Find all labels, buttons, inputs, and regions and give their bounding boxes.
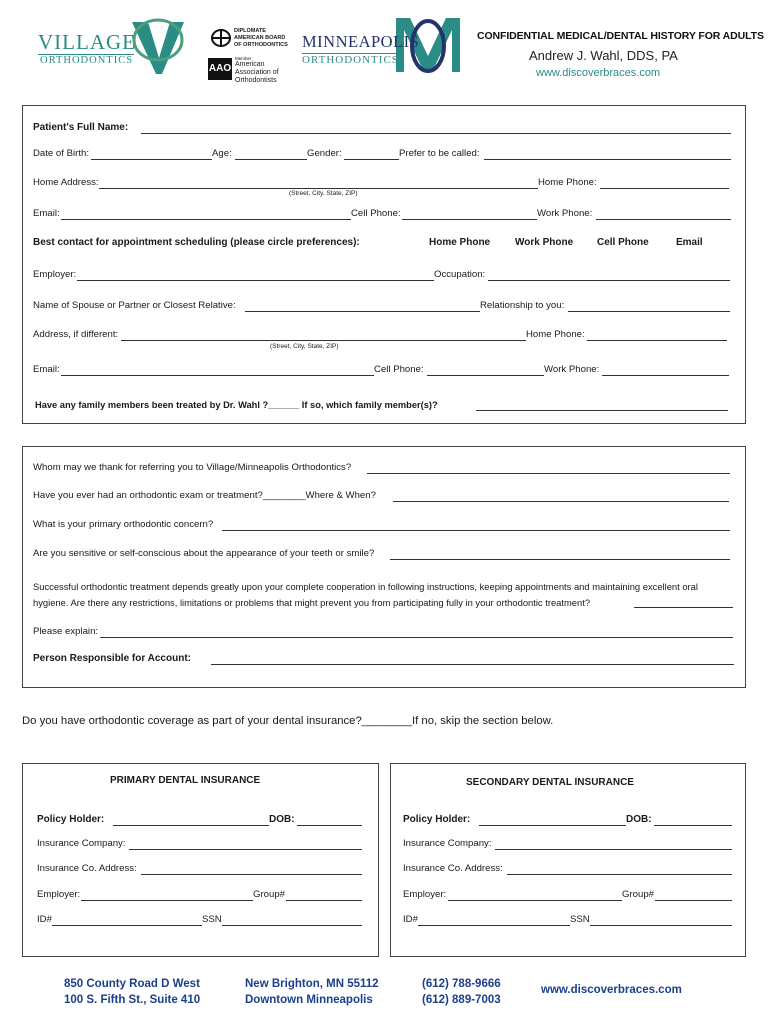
email-label: Email: — [33, 208, 60, 219]
gender-label: Gender: — [307, 148, 342, 159]
footer-phone2[interactable]: (612) 889-7003 — [422, 994, 501, 1006]
sensitive-label: Are you sensitive or self-conscious about the appearance of your teeth or smile? — [33, 548, 375, 559]
home-phone-field[interactable] — [600, 188, 729, 189]
home-address-field[interactable] — [99, 188, 538, 189]
secondary-policy-field[interactable] — [479, 825, 626, 826]
aao-text3: Orthodontists — [235, 77, 277, 84]
aao-text1: American — [235, 61, 265, 68]
responsible-field[interactable] — [211, 664, 734, 665]
work-phone-label: Work Phone: — [537, 208, 593, 219]
header-website[interactable]: www.discoverbraces.com — [536, 67, 661, 79]
contact-option-home[interactable]: Home Phone — [429, 237, 491, 248]
address-diff-field[interactable] — [121, 340, 526, 341]
prefer-label: Prefer to be called: — [399, 148, 480, 159]
family-field[interactable] — [476, 410, 728, 411]
email2-label: Email: — [33, 364, 60, 375]
primary-group-label: Group# — [253, 889, 285, 900]
cell-phone-field[interactable] — [402, 219, 537, 220]
aao-icon: AAO — [208, 58, 232, 80]
primary-address-label: Insurance Co. Address: — [37, 863, 137, 874]
cell-phone2-label: Cell Phone: — [374, 364, 424, 375]
primary-dob-label: DOB: — [269, 814, 295, 825]
relationship-label: Relationship to you: — [480, 300, 565, 311]
responsible-label: Person Responsible for Account: — [33, 653, 191, 664]
primary-group-field[interactable] — [286, 900, 362, 901]
abo-text3: OF ORTHODONTICS — [234, 42, 288, 48]
occupation-label: Occupation: — [434, 269, 486, 280]
family-question: Have any family members been treated by Dr. Wahl ?______ If so, which family member(s)? — [35, 400, 438, 410]
secondary-ssn-label: SSN — [570, 914, 590, 925]
primary-company-label: Insurance Company: — [37, 838, 126, 849]
age-field[interactable] — [235, 159, 307, 160]
full-name-field[interactable] — [141, 133, 731, 134]
cell-phone-label: Cell Phone: — [351, 208, 401, 219]
secondary-policy-label: Policy Holder: — [403, 814, 471, 825]
minneapolis-logo — [302, 16, 464, 78]
mpls-sub: ORTHODONTICS — [302, 54, 399, 66]
email2-field[interactable] — [61, 375, 374, 376]
secondary-id-label: ID# — [403, 914, 418, 925]
primary-id-label: ID# — [37, 914, 52, 925]
address-diff-label: Address, if different: — [33, 329, 119, 340]
primary-ssn-label: SSN — [202, 914, 222, 925]
best-contact-label: Best contact for appointment scheduling (please circle preferences): — [33, 237, 360, 248]
footer-address — [64, 976, 200, 1008]
abo-text2: AMERICAN BOARD — [234, 35, 286, 41]
aao-badge — [208, 56, 288, 86]
referring-label: Whom may we thank for referring you to Village/Minneapolis Orthodontics? — [33, 462, 352, 473]
secondary-dob-label: DOB: — [626, 814, 652, 825]
home-phone2-label: Home Phone: — [526, 329, 585, 340]
secondary-group-field[interactable] — [655, 900, 732, 901]
sensitive-field[interactable] — [390, 559, 730, 560]
primary-company-field[interactable] — [129, 849, 362, 850]
referral-box — [22, 446, 746, 688]
spouse-field[interactable] — [245, 311, 480, 312]
secondary-employer-label: Employer: — [403, 889, 447, 900]
secondary-dob-field[interactable] — [654, 825, 732, 826]
mpls-name: MINNEAPOLIS — [302, 32, 420, 51]
contact-option-cell[interactable]: Cell Phone — [597, 237, 649, 248]
abo-icon — [210, 28, 232, 51]
employer-label: Employer: — [33, 269, 77, 280]
primary-title: PRIMARY DENTAL INSURANCE — [110, 775, 261, 786]
abo-text1: DIPLOMATE — [234, 28, 266, 34]
success-field[interactable] — [634, 607, 733, 608]
contact-option-email[interactable]: Email — [676, 237, 703, 248]
employer-field[interactable] — [77, 280, 434, 281]
age-label: Age: — [212, 148, 232, 159]
secondary-company-field[interactable] — [495, 849, 732, 850]
form-title: CONFIDENTIAL MEDICAL/DENTAL HISTORY FOR ADULTS — [477, 30, 764, 42]
occupation-field[interactable] — [488, 280, 730, 281]
doctor-name: Andrew J. Wahl, DDS, PA — [529, 48, 678, 63]
aao-member: Member — [235, 56, 252, 61]
footer-phones — [422, 976, 501, 1008]
secondary-employer-field[interactable] — [448, 900, 622, 901]
work-phone2-label: Work Phone: — [544, 364, 600, 375]
footer-addr1: 850 County Road D West — [64, 978, 200, 990]
gender-field[interactable] — [344, 159, 399, 160]
village-name: VILLAGE — [38, 30, 136, 54]
aao-text2: Association of — [235, 69, 279, 76]
primary-insurance-box — [22, 763, 379, 957]
dob-field[interactable] — [91, 159, 212, 160]
secondary-ssn-field[interactable] — [590, 925, 732, 926]
abo-badge — [208, 28, 293, 52]
street-hint: (Street, City, State, ZIP) — [289, 190, 358, 197]
footer-city — [245, 976, 379, 1008]
home-phone-label: Home Phone: — [538, 177, 597, 188]
secondary-id-field[interactable] — [418, 925, 570, 926]
work-phone2-field[interactable] — [602, 375, 729, 376]
home-address-label: Home Address: — [33, 177, 99, 188]
footer-addr2: 100 S. Fifth St., Suite 410 — [64, 994, 201, 1006]
exam-question: Have you ever had an orthodontic exam or treatment?________Where & When? — [33, 490, 376, 501]
secondary-group-label: Group# — [622, 889, 654, 900]
footer-city2: Downtown Minneapolis — [245, 994, 373, 1006]
dob-label: Date of Birth: — [33, 148, 89, 159]
primary-id-field[interactable] — [52, 925, 202, 926]
primary-employer-label: Employer: — [37, 889, 81, 900]
success-text-2: hygiene. Are there any restrictions, limitations or problems that might prevent you from participating fully in your orthodontic treatment? — [33, 597, 591, 608]
street-hint2: (Street, City, State, ZIP) — [270, 343, 339, 350]
secondary-title: SECONDARY DENTAL INSURANCE — [466, 777, 634, 788]
contact-option-work[interactable]: Work Phone — [515, 237, 574, 248]
patient-info-box — [22, 105, 746, 424]
relationship-field[interactable] — [568, 311, 730, 312]
cell-phone2-field[interactable] — [427, 375, 544, 376]
explain-field[interactable] — [100, 637, 733, 638]
secondary-address-label: Insurance Co. Address: — [403, 863, 503, 874]
full-name-label: Patient's Full Name: — [33, 122, 129, 133]
concern-label: What is your primary orthodontic concern? — [33, 519, 214, 530]
concern-field[interactable] — [222, 530, 730, 531]
footer-city1: New Brighton, MN 55112 — [245, 978, 379, 990]
secondary-insurance-box — [390, 763, 746, 957]
spouse-label: Name of Spouse or Partner or Closest Relative: — [33, 300, 236, 311]
primary-policy-label: Policy Holder: — [37, 814, 105, 825]
secondary-company-label: Insurance Company: — [403, 838, 492, 849]
primary-policy-field[interactable] — [113, 825, 269, 826]
success-text-1: Successful orthodontic treatment depends greatly upon your complete cooperation in following instructions, keeping appointments and maintaining excellent oral — [33, 581, 698, 592]
referring-field[interactable] — [367, 473, 730, 474]
coverage-question: Do you have orthodontic coverage as part of your dental insurance?________If no, skip the section below. — [22, 715, 554, 727]
footer-phone1[interactable]: (612) 788-9666 — [422, 978, 501, 990]
footer-web[interactable]: www.discoverbraces.com — [541, 984, 682, 996]
village-v-mark — [130, 18, 186, 76]
prefer-field[interactable] — [484, 159, 731, 160]
primary-employer-field[interactable] — [81, 900, 253, 901]
explain-label: Please explain: — [33, 626, 99, 637]
primary-address-field[interactable] — [141, 874, 362, 875]
home-phone2-field[interactable] — [587, 340, 727, 341]
primary-ssn-field[interactable] — [222, 925, 362, 926]
work-phone-field[interactable] — [596, 219, 731, 220]
primary-dob-field[interactable] — [297, 825, 362, 826]
email-field[interactable] — [61, 219, 351, 220]
village-sub: ORTHODONTICS — [40, 55, 134, 66]
village-logo — [38, 18, 188, 78]
secondary-address-field[interactable] — [507, 874, 732, 875]
exam-field[interactable] — [393, 501, 729, 502]
